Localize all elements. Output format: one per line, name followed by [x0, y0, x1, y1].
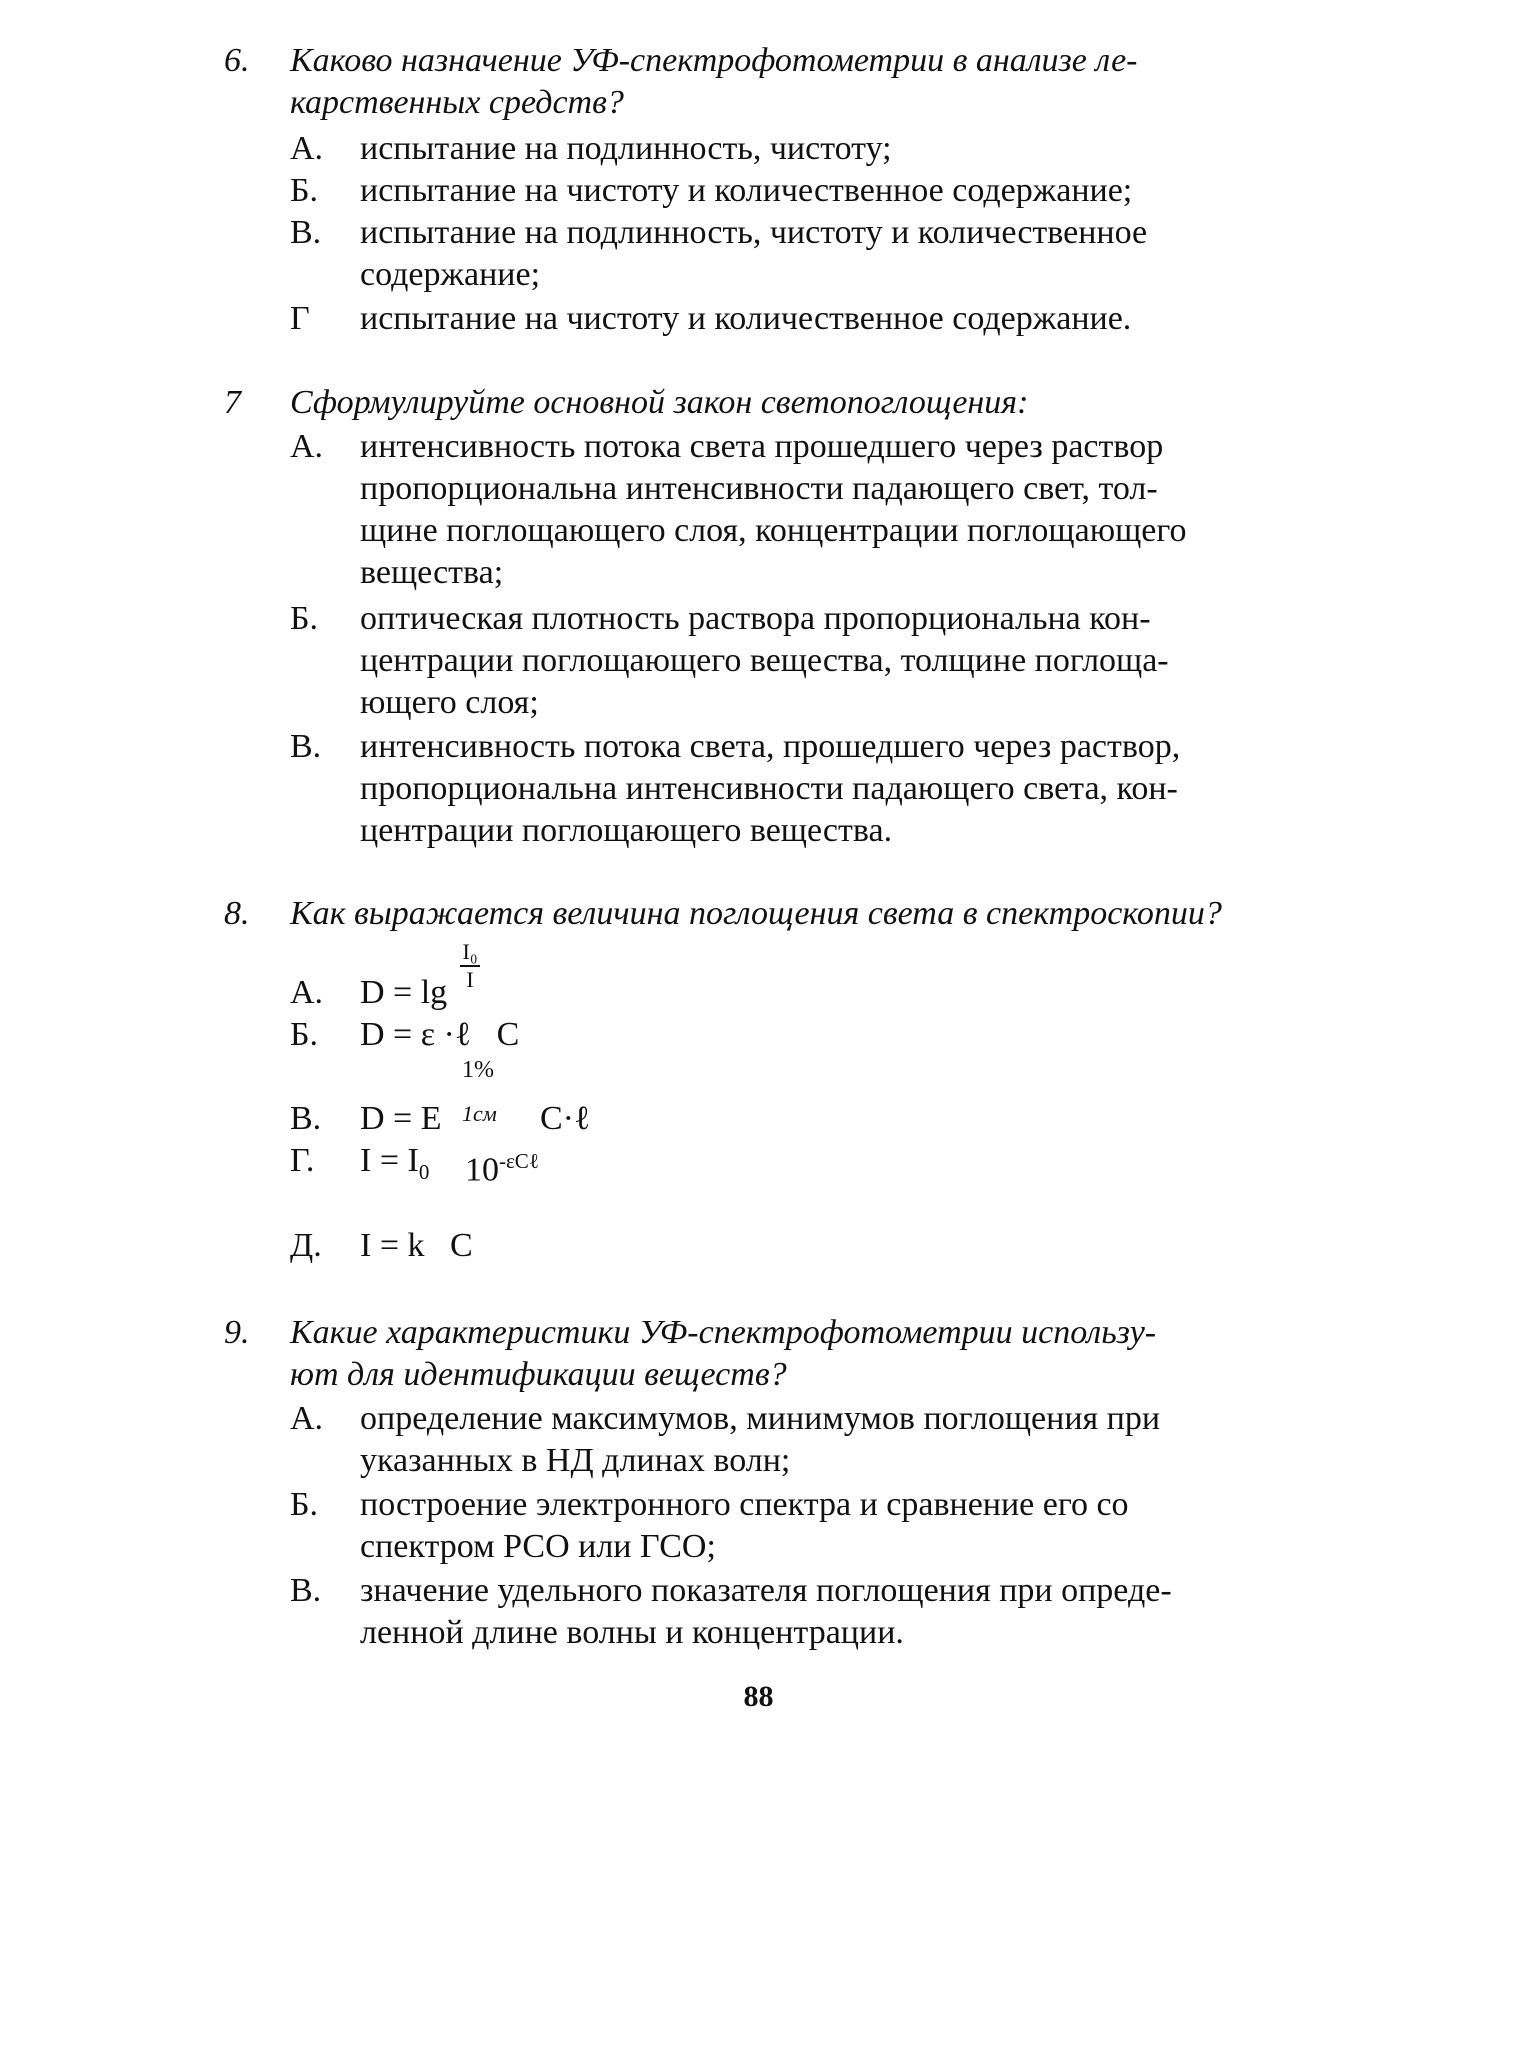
option-letter: В. [290, 1572, 322, 1609]
option-text: построение электронного спектра и сравнение его со [360, 1486, 1129, 1523]
option-letter: В. [290, 214, 322, 251]
option-text: испытание на подлинность, чистоту и количественное [360, 214, 1148, 251]
option-text: интенсивность потока света, прошедшего через раствор, [360, 728, 1181, 765]
formula-e [290, 1225, 322, 1267]
formula-subscript: 0 [418, 1159, 430, 1184]
option-text: пропорциональна интенсивности падающего свет, тол- [360, 470, 1158, 507]
option-text: ющего слоя; [360, 684, 539, 721]
question-text-line: карственных средств? [290, 84, 624, 121]
option-text: оптическая плотность раствора пропорциональна кон- [360, 600, 1151, 637]
formula-b [290, 1014, 318, 1056]
option-text: щине поглощающего слоя, концентрации поглощающего [360, 512, 1187, 549]
question-text [290, 40, 1310, 124]
option-letter: А. [290, 428, 324, 465]
option-text: значение удельного показателя поглощения при опреде- [360, 1572, 1172, 1609]
question-text-line: Какие характеристики УФ-спектрофотометрии использу- [290, 1314, 1157, 1351]
question-text [290, 893, 1310, 935]
formula-d [290, 1140, 314, 1182]
option-text: испытание на чистоту и количественное содержание. [360, 300, 1132, 337]
question-number: 9. [224, 1314, 250, 1351]
option-letter: Б. [290, 1016, 319, 1053]
option-letter: В. [290, 728, 322, 765]
option-text: определение максимумов, минимумов поглощения при [360, 1400, 1161, 1437]
page-number: 88 [743, 1680, 774, 1713]
question-number: 7 [224, 384, 241, 421]
option-text: пропорциональна интенсивности падающего света, кон- [360, 770, 1178, 807]
fraction-denominator: I [466, 967, 474, 992]
formula-base: 10 [465, 1151, 499, 1189]
formula-exponent: -εCℓ [499, 1149, 539, 1173]
formula-d-power [465, 1140, 539, 1191]
option-letter: Б. [290, 600, 319, 637]
option-text: содержание; [360, 256, 541, 293]
option-text: испытание на подлинность, чистоту; [360, 130, 892, 167]
option-text: указанных в НД длинах волн; [360, 1442, 791, 1479]
fraction-numerator: I₀ [462, 939, 478, 964]
question-text-line: Каково назначение УФ-спектрофотометрии в анализе ле- [290, 42, 1138, 79]
formula-e-expression: I = k C [360, 1227, 473, 1264]
option-letter: Б. [290, 1486, 319, 1523]
question-number: 6. [224, 42, 250, 79]
question-text-line: Сформулируйте основной закон светопоглощения: [290, 384, 1029, 421]
option-letter: Б. [290, 172, 319, 209]
option-letter: Г. [290, 1142, 315, 1179]
formula-b-expression: D = ε ·ℓ C [360, 1016, 520, 1053]
option-text: вещества; [360, 554, 504, 591]
option-letter: А. [290, 974, 324, 1011]
option-letter: А. [290, 130, 324, 167]
option-letter: Д. [290, 1227, 322, 1264]
formula-c-main: D = E [360, 1100, 442, 1137]
question-text-line: Как выражается величина поглощения света в спектроскопии? [290, 895, 1222, 932]
formula-main: I = I [360, 1142, 419, 1179]
formula-superscript: 1% [462, 1057, 494, 1083]
formula-a-expression [360, 972, 447, 1014]
formula-subscript: 1см [462, 1101, 497, 1126]
formula-c [290, 1098, 321, 1140]
option-text: испытание на чистоту и количественное содержание; [360, 172, 1133, 209]
question-number: 8. [224, 895, 250, 932]
question-text [290, 382, 1310, 424]
option-text: интенсивность потока света прошедшего через раствор [360, 428, 1164, 465]
option-letter: В. [290, 1100, 322, 1137]
formula-lhs: D = lg [360, 974, 448, 1011]
formula-a [290, 972, 323, 1014]
question-text-line: ют для идентификации веществ? [290, 1356, 787, 1393]
option-letter: Г [290, 300, 310, 337]
option-text: центрации поглощающего вещества. [360, 812, 893, 849]
option-text: центрации поглощающего вещества, толщине поглоща- [360, 642, 1169, 679]
option-text: ленной длине волны и концентрации. [360, 1614, 904, 1651]
question-text [290, 1312, 1310, 1396]
option-text: спектром РСО или ГСО; [360, 1528, 716, 1565]
option-letter: А. [290, 1400, 324, 1437]
formula-c-tail: C·ℓ [540, 1100, 591, 1137]
formula-d-expression [360, 1140, 429, 1193]
